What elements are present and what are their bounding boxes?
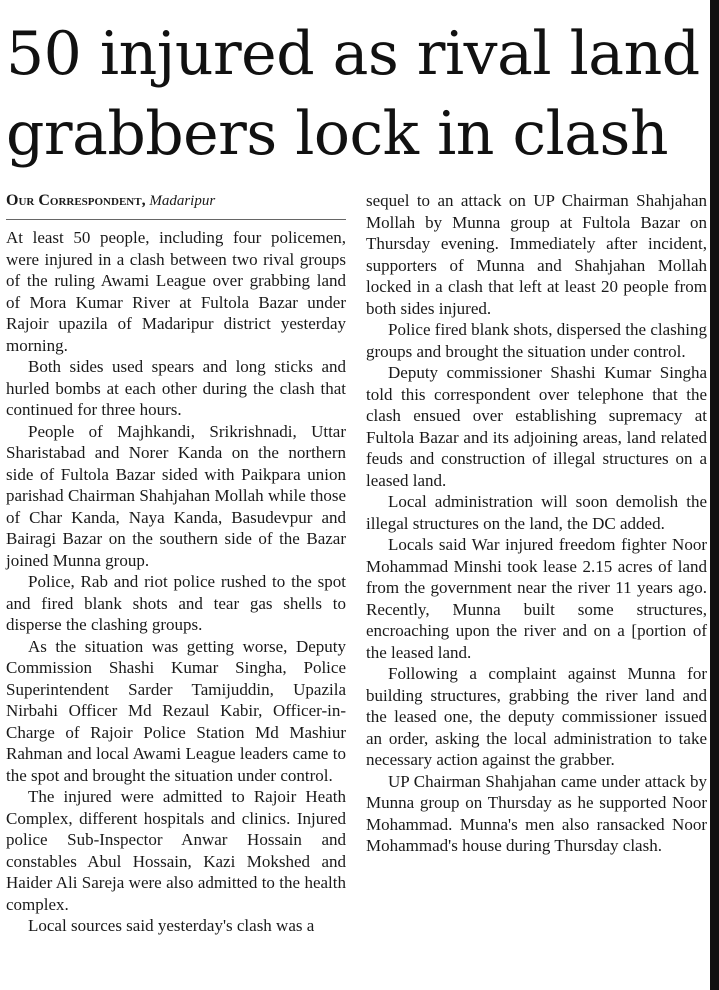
paragraph: The injured were admitted to Rajoir Heath Complex, different hospitals and clinics. Injured police Sub-Inspector Anwar Hossain and constables Abul Hossain, Kazi Mokshed and Haider Ali Sareja were also admitted to the health complex. bbox=[6, 787, 346, 914]
paragraph: UP Chairman Shahjahan came under attack by Munna group on Thursday as he supported Noor Mohammad. Munna's men also ransacked Noor Mohammad's house during Thursday clash. bbox=[366, 771, 707, 855]
article-column-left bbox=[6, 190, 346, 937]
paragraph: As the situation was getting worse, Deputy Commission Shashi Kumar Singha, Police Superintendent Sarder Tamijuddin, Upazila Nirbahi Officer Md Rezaul Kabir, Officer-in-Charge of Rajoir Police Station Md Mashiur Rahman and local Awami League leaders came to the spot and brought the situation under control. bbox=[6, 636, 346, 785]
byline bbox=[6, 190, 346, 220]
paragraph-continued: sequel to an attack on UP Chairman Shahjahan Mollah by Munna group at Fultola Bazar on Thursday evening. Immediately after incident, supporters of Munna and Shahjahan Mollah locked in a clash that left at least 20 people from both sides injured. bbox=[366, 191, 707, 318]
paragraph: Police, Rab and riot police rushed to the spot and fired blank shots and tear gas shells to disperse the clashing groups. bbox=[6, 572, 346, 634]
headline: 50 injured as rival land grabbers lock in clash bbox=[6, 19, 700, 169]
paragraph: Local administration will soon demolish the illegal structures on the land, the DC added. bbox=[366, 492, 707, 533]
byline-author: Our Correspondent, bbox=[6, 192, 146, 209]
page-edge-bar bbox=[710, 0, 719, 990]
byline-place: Madaripur bbox=[149, 193, 216, 209]
paragraph: Deputy commissioner Shashi Kumar Singha told this correspondent over telephone that the clash ensued over establishing supremacy at Fultola Bazar and its adjoining areas, land related feuds and construction of illegal structures on a leased land. bbox=[366, 363, 707, 490]
article-column-right bbox=[366, 190, 707, 857]
paragraph: People of Majhkandi, Srikrishnadi, Uttar Sharistabad and Norer Kanda on the northern side of Fultola Bazar sided with Paikpara union parishad Chairman Shahjahan Mollah while those of Char Kanda, Naya Kanda, Basudevpur and Bairagi Bazar on the southern side of the Bazar joined Munna group. bbox=[6, 421, 346, 570]
paragraph: Locals said War injured freedom fighter Noor Mohammad Minshi took lease 2.15 acres of land from the government near the river 11 years ago. Recently, Munna built some structures, encroaching upon the river and on a [portion of the leased land. bbox=[366, 535, 707, 662]
paragraph: Local sources said yesterday's clash was a bbox=[28, 916, 315, 935]
paragraph: At least 50 people, including four policemen, were injured in a clash between two rival groups of the ruling Awami League over grabbing land of Mora Kumar River at Fultola Bazar under Rajoir upazila of Madaripur district yesterday morning. bbox=[6, 228, 346, 355]
paragraph: Following a complaint against Munna for building structures, grabbing the river land and the leased one, the deputy commissioner issued an order, asking the local administration to take necessary action against the grabber. bbox=[366, 664, 707, 769]
paragraph: Police fired blank shots, dispersed the clashing groups and brought the situation under control. bbox=[366, 320, 707, 361]
paragraph: Both sides used spears and long sticks and hurled bombs at each other during the clash that continued for three hours. bbox=[6, 357, 346, 419]
